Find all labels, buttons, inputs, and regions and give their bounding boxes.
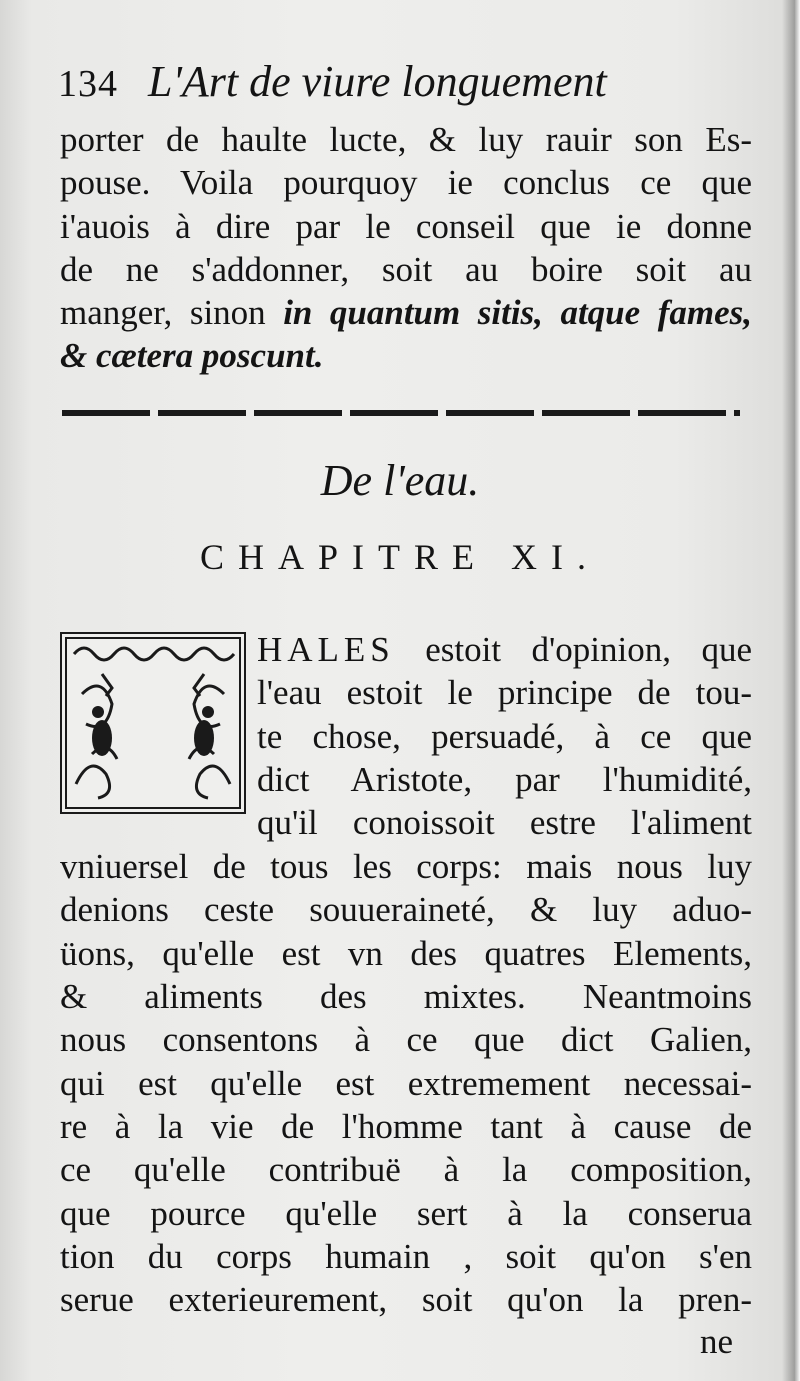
body-line: tion du corps humain , soit qu'on s'en: [60, 1237, 752, 1276]
body-line: qui est qu'elle est extremement necessai-: [60, 1064, 752, 1103]
page-header: [58, 52, 758, 108]
cap-line: [257, 630, 752, 670]
body-line: denions ceste souueraineté, & luy aduo-: [60, 890, 752, 929]
catchword: ne: [700, 1322, 734, 1361]
body-line: ce qu'elle contribuë à la composition,: [60, 1150, 752, 1189]
cap-line: dict Aristote, par l'humidité,: [257, 760, 752, 799]
latin-quote: in quantum sitis, atque fames,: [283, 293, 752, 332]
cap-line: te chose, persuadé, à ce que: [257, 717, 752, 756]
text-line: i'auois à dire par le conseil que ie donne: [60, 207, 752, 246]
body-line: üons, qu'elle est vn des quatres Elements,: [60, 934, 752, 973]
section-title: De l'eau.: [320, 456, 480, 505]
text-line: porter de haulte lucte, & luy rauir son Es-: [60, 120, 752, 159]
body-line: que pource qu'elle sert à la conserua: [60, 1194, 752, 1233]
page-edge-shadow: [782, 0, 800, 1381]
page-number: 134: [58, 63, 118, 105]
body-line: vniuersel de tous les corps: mais nous luy: [60, 847, 752, 886]
body-line: re à la vie de l'homme tant à cause de: [60, 1107, 752, 1146]
text-line: de ne s'addonner, soit au boire soit au: [60, 250, 752, 289]
mixed-line: [60, 293, 752, 333]
roman-text: manger, sinon: [60, 293, 284, 332]
chapter-title: CHAPITRE XI.: [200, 537, 600, 577]
body-line: & aliments des mixtes. Neantmoins: [60, 977, 752, 1016]
cap-line: qu'il conoissoit estre l'aliment: [257, 803, 752, 842]
latin-quote-end: & cætera poscunt.: [60, 336, 324, 375]
ornamental-initial-image: [62, 634, 244, 812]
text-line: pouse. Voila pourquoy ie conclus ce que: [60, 163, 752, 202]
running-title: L'Art de viure longuement: [148, 57, 607, 106]
first-word: HALES: [257, 630, 395, 669]
section-divider: [62, 410, 740, 416]
ornamental-initial: [60, 632, 246, 814]
cap-line-rest: estoit d'opinion, que: [394, 630, 752, 669]
cap-line: l'eau estoit le principe de tou-: [257, 673, 752, 712]
body-line: serue exterieurement, soit qu'on la pren-: [60, 1280, 752, 1319]
body-line: nous consentons à ce que dict Galien,: [60, 1020, 752, 1059]
